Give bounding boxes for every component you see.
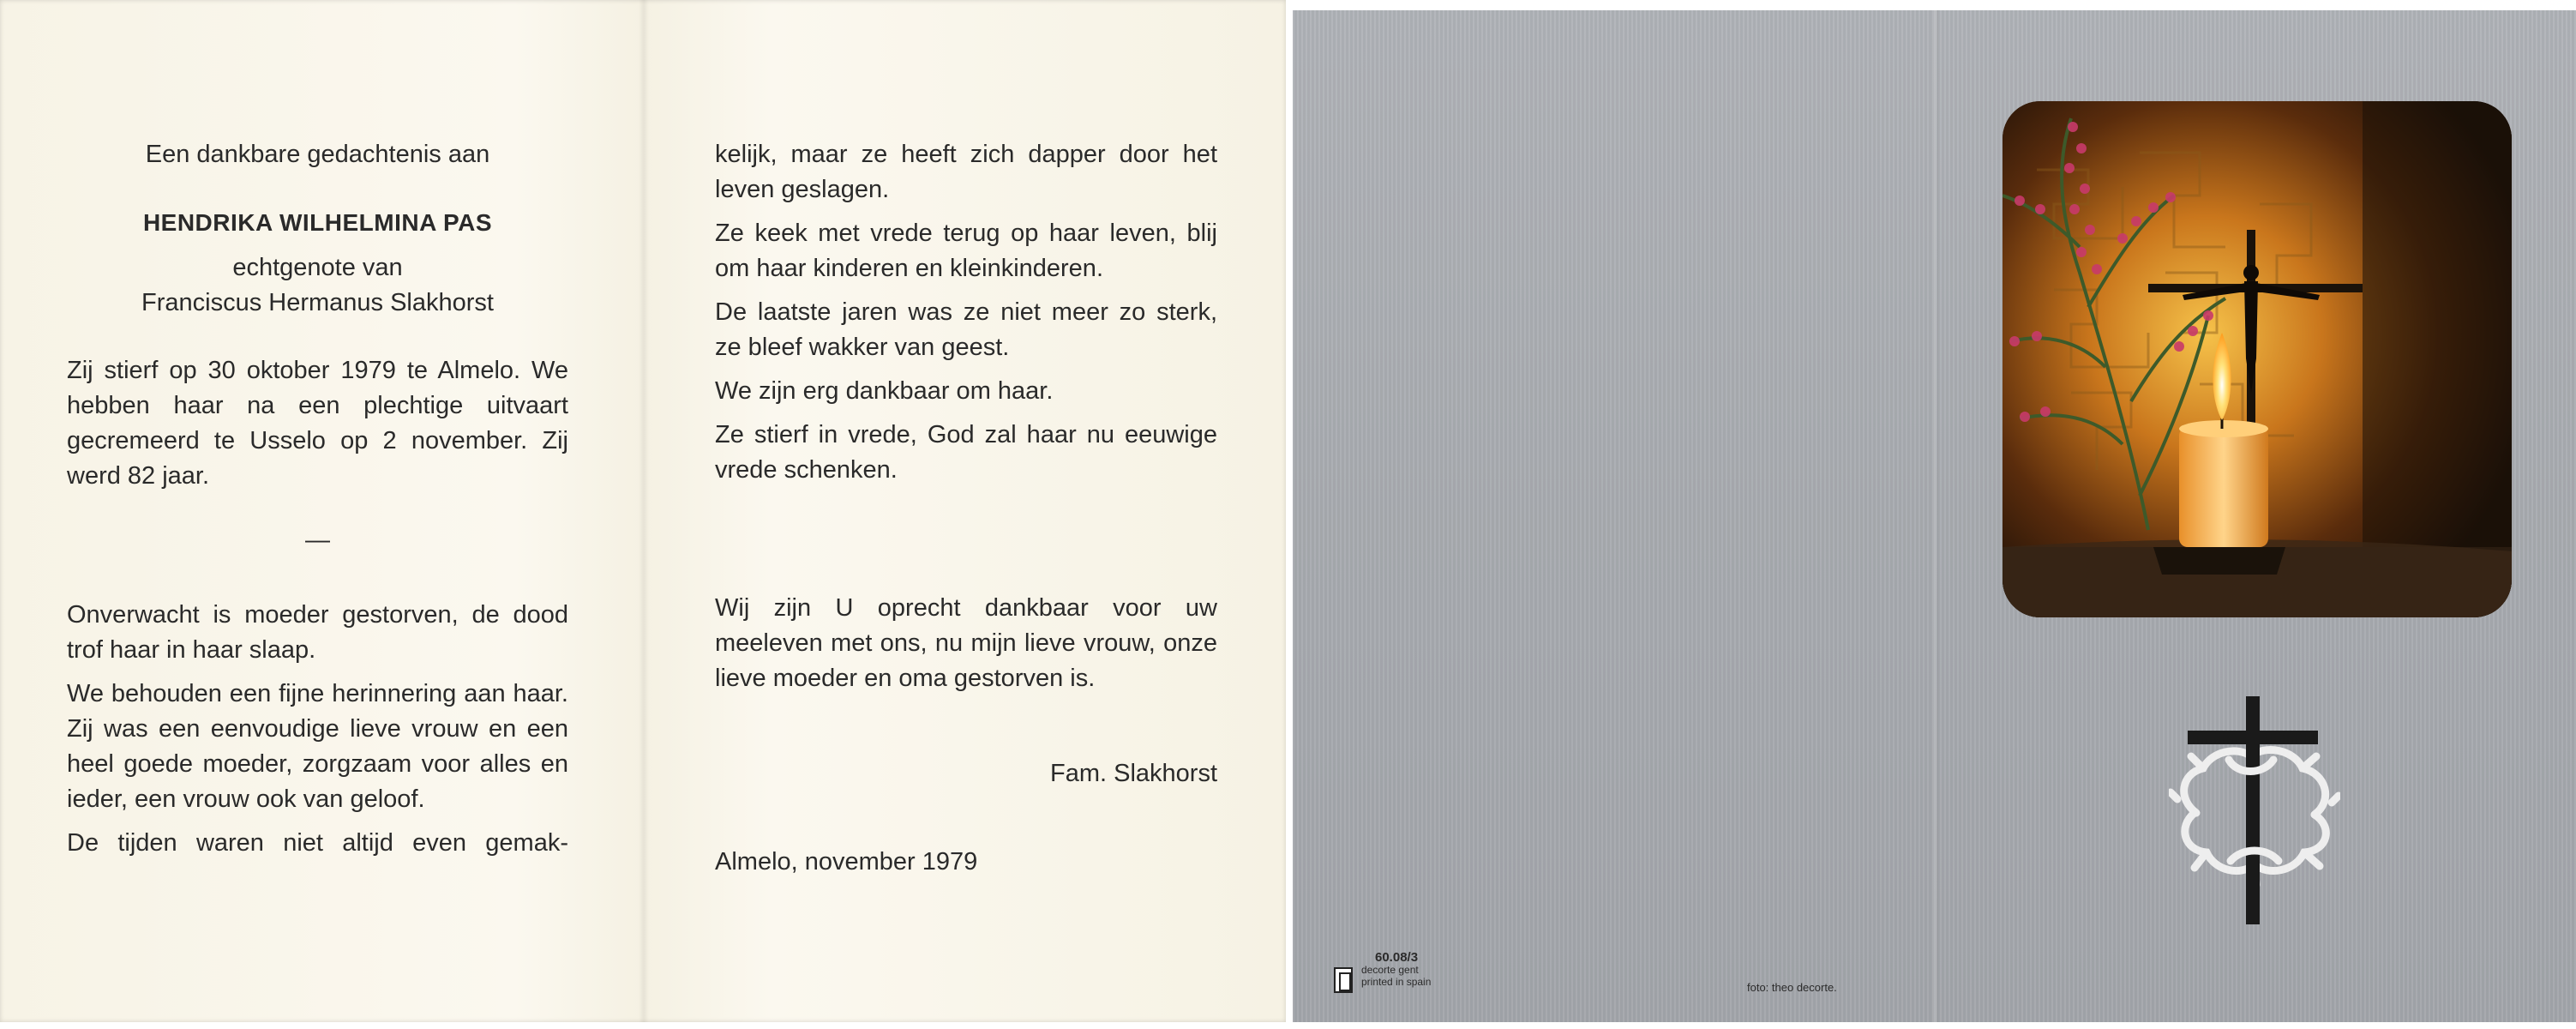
outer-fold-line: [1931, 10, 1938, 1022]
divider: —: [305, 527, 330, 554]
paragraph-5: Ze keek met vrede terug op haar leven, blij om haar kinderen en kleinkinderen.: [715, 220, 1217, 282]
paragraph-1: Onverwacht is moeder gestorven, de dood trof haar in haar slaap.: [67, 601, 568, 664]
paragraph-2: We behouden een fijne herinnering aan haar. Zij was een eenvoudige lieve vrouw en een heel goede moeder, zorgzaam voor alles en ieder, een vrouw ook van geloof.: [67, 680, 568, 813]
thanks-text: Wij zijn U oprecht dankbaar voor uw meeleven met ons, nu mijn lieve vrouw, onze lieve moeder en oma gestorven is.: [715, 594, 1217, 692]
family-signature: Fam. Slakhorst: [1050, 760, 1217, 787]
cross-crown-of-thorns-icon: [2169, 696, 2340, 924]
spouse-name: Franciscus Hermanus Slakhorst: [141, 289, 494, 316]
printer-code: 60.08/3: [1375, 950, 1419, 965]
death-notice: Zij stierf op 30 oktober 1979 te Almelo. We hebben haar na een plechtige uitvaart gecremeerd te Usselo op 2 november. Zij werd 82 jaar.: [67, 357, 568, 490]
deceased-name: HENDRIKA WILHELMINA PAS: [142, 209, 493, 236]
left-column: [67, 137, 568, 870]
photo-credit: foto: theo decorte.: [1747, 981, 1837, 994]
printer-name: decorte gent: [1361, 964, 1419, 976]
right-column: [715, 137, 1217, 880]
inner-fold-line: [639, 0, 649, 1022]
paragraph-8: Ze stierf in vrede, God zal haar nu eeuwige vrede schenken.: [715, 421, 1217, 484]
paragraph-6: De laatste jaren was ze niet meer zo sterk, ze bleef wakker van geest.: [715, 298, 1217, 361]
memorial-heading: Een dankbare gedachtenis aan: [145, 141, 490, 168]
place-date: Almelo, november 1979: [715, 848, 978, 876]
inner-spread: [0, 0, 1286, 1022]
candle-crucifix-heather-photo: [2003, 101, 2512, 617]
paragraph-7: We zijn erg dankbaar om haar.: [715, 377, 1054, 405]
printer-location: printed in spain: [1361, 976, 1432, 988]
paragraph-4: kelijk, maar ze heeft zich dapper door het leven geslagen.: [715, 141, 1217, 203]
paragraph-3: De tijden waren niet altijd even gemak-: [67, 829, 568, 857]
relation-text: echtgenote van: [232, 254, 403, 281]
outer-cover: [1293, 10, 2576, 1022]
printer-logo-icon: [1334, 967, 1353, 993]
